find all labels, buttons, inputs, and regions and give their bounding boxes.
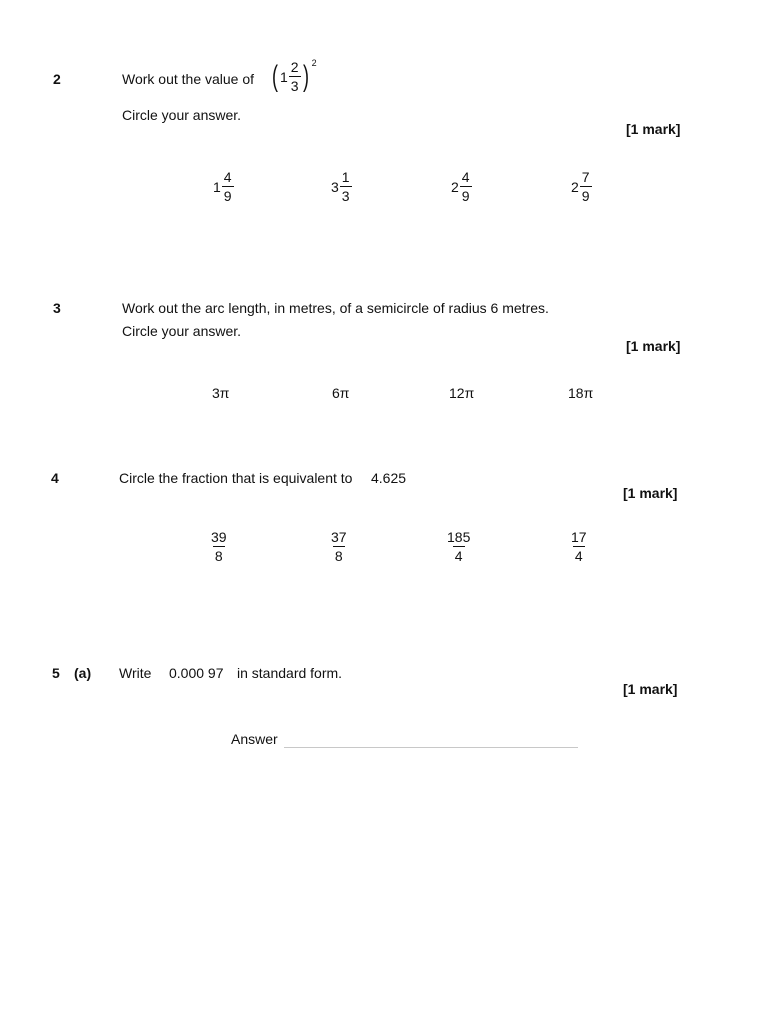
question-3-option-c[interactable]: 12π <box>449 385 475 401</box>
option-denominator: 8 <box>214 548 223 564</box>
question-2-instruction: Circle your answer. <box>122 107 242 123</box>
option-numerator: 39 <box>211 529 227 545</box>
question-2-expression <box>270 60 317 93</box>
expression-denominator: 3 <box>290 78 299 94</box>
answer-label: Answer <box>231 731 278 747</box>
question-4-option-c[interactable] <box>445 530 472 563</box>
question-4-option-b[interactable] <box>329 530 349 563</box>
option-fraction <box>209 530 229 563</box>
option-numerator: 1 <box>341 169 350 185</box>
expression-exponent: 2 <box>311 58 317 68</box>
option-denominator: 3 <box>341 188 350 204</box>
question-3-number: 3 <box>53 300 61 316</box>
option-denominator: 8 <box>334 548 343 564</box>
option-whole: 2 <box>451 178 459 195</box>
option-whole: 2 <box>571 178 579 195</box>
option-denominator: 9 <box>581 188 590 204</box>
question-4-option-d[interactable] <box>569 530 589 563</box>
question-3-option-a[interactable]: 3π <box>212 385 230 401</box>
option-fraction <box>340 170 352 203</box>
question-2-option-b[interactable] <box>331 170 352 203</box>
question-2-option-a[interactable] <box>213 170 234 203</box>
option-denominator: 9 <box>223 188 232 204</box>
question-5-prompt-tail: in standard form. <box>237 665 343 681</box>
right-parenthesis: ) <box>302 59 309 93</box>
option-numerator: 17 <box>571 529 587 545</box>
option-fraction <box>329 530 349 563</box>
answer-line[interactable] <box>284 747 578 748</box>
question-2-number: 2 <box>53 71 61 87</box>
question-4-value: 4.625 <box>371 470 407 486</box>
question-3-option-d[interactable]: 18π <box>568 385 594 401</box>
question-5-mark: [1 mark] <box>623 681 678 697</box>
question-4-prompt: Circle the fraction that is equivalent to <box>119 470 353 486</box>
option-numerator: 4 <box>461 169 470 185</box>
question-2-option-d[interactable] <box>571 170 592 203</box>
option-numerator: 185 <box>447 529 471 545</box>
left-parenthesis: ( <box>272 59 278 93</box>
question-5-number: 5 <box>52 665 60 681</box>
question-3-prompt: Work out the arc length, in metres, of a semicircle of radius 6 metres. <box>122 300 549 316</box>
expression-numerator: 2 <box>290 59 299 75</box>
question-2-option-c[interactable] <box>451 170 472 203</box>
question-4-number: 4 <box>51 470 59 486</box>
option-denominator: 4 <box>454 548 463 564</box>
question-3-mark: [1 mark] <box>626 338 681 354</box>
option-whole: 1 <box>213 178 221 195</box>
expression-fraction <box>289 60 301 93</box>
option-denominator: 4 <box>574 548 583 564</box>
question-2-mark: [1 mark] <box>626 121 681 137</box>
question-3-instruction: Circle your answer. <box>122 323 242 339</box>
option-fraction <box>445 530 472 563</box>
option-numerator: 37 <box>331 529 347 545</box>
question-5-part: (a) <box>74 665 92 681</box>
option-whole: 3 <box>331 178 339 195</box>
option-fraction <box>460 170 472 203</box>
question-5-value: 0.000 97 <box>169 665 224 681</box>
question-2-prompt: Work out the value of <box>122 71 255 87</box>
option-numerator: 7 <box>581 169 590 185</box>
question-3-option-b[interactable]: 6π <box>332 385 350 401</box>
option-numerator: 4 <box>223 169 232 185</box>
option-denominator: 9 <box>461 188 470 204</box>
option-fraction <box>580 170 592 203</box>
question-5-verb: Write <box>119 665 152 681</box>
option-fraction <box>222 170 234 203</box>
option-fraction <box>569 530 589 563</box>
question-4-mark: [1 mark] <box>623 485 678 501</box>
question-4-option-a[interactable] <box>209 530 229 563</box>
expression-whole: 1 <box>280 68 288 85</box>
